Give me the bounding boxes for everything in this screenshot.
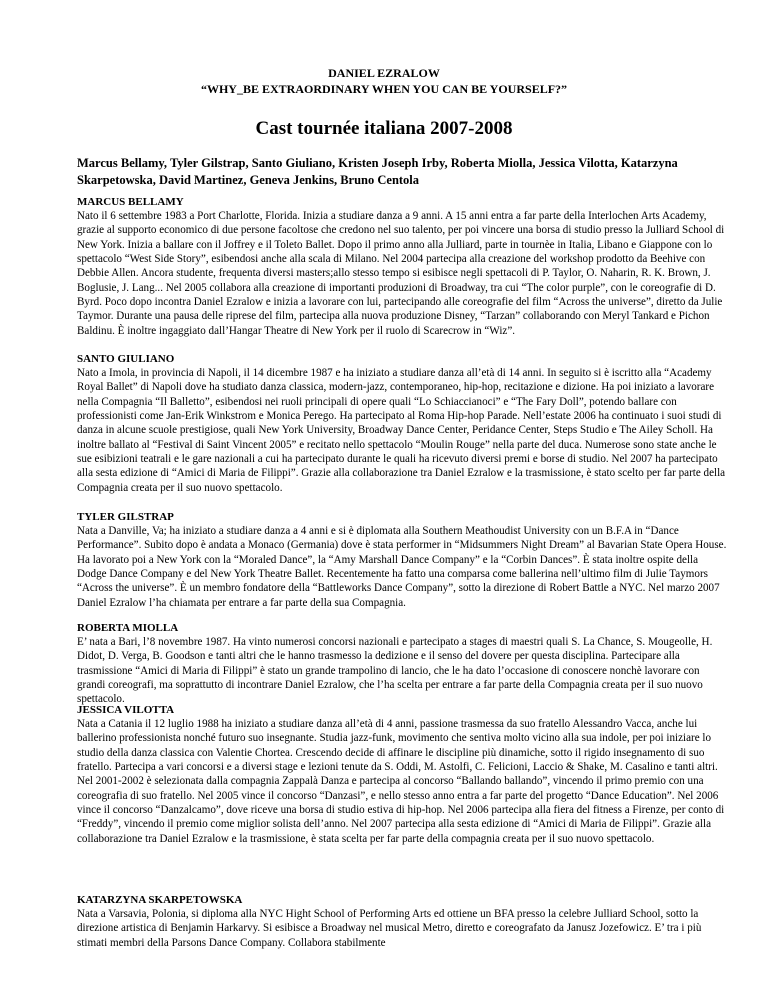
section-heading-jessica-vilotta: JESSICA VILOTTA	[77, 704, 175, 716]
section-body-jessica-vilotta: Nata a Catania il 12 luglio 1988 ha iniziato a studiare danza all’età di 4 anni, passione trasmessa da suo fratello Alessandro Vacca, anche lui ballerino professionista nonché futuro suo insegnante. Studia jazz-funk, movimento che sentiva molto vicino alla sua indole, per poi iniziare lo studio della danza classica con Valentie Chortea. Crescendo decide di affinare le discipline più dinamiche, sotto il rigido insegnamento di suo fratello. Partecipa a vari concorsi e a diversi stage e lezioni tenute da S. Oddi, M. Astolfi, C. Felicioni, Laccio & Shake, M. Casalino e tanti altri. Nel 2001-2002 è selezionata dalla compagnia Zappalà Danza e partecipa al concorso “Ballando ballando”, vincendo il primo premio con una coreografia di suo fratello. Nel 2005 vince il concorso “Danzasi”, e nello stesso anno entra a far parte del progetto “Dance Education”. Nel 2006 vince il concorso “Danzalcamo”, dove riceve una borsa di studio estiva di hip-hop. Nel 2006 partecipa alla fiera del fitness a Firenze, per conto di “Freddy”, vincendo il premio come miglior solista dell’anno. Nel 2007 partecipa alla sesta edizione di “Amici di Maria de Filippi”. Grazie alla collaborazione tra Daniel Ezralow e la trasmissione, è stata scelta per far parte della compagnia creata per il suo nuovo spettacolo.	[77, 718, 725, 845]
choreographer-name: DANIEL EZRALOW	[328, 66, 440, 80]
section-body-marcus-bellamy: Nato il 6 settembre 1983 a Port Charlotte, Florida. Inizia a studiare danza a 9 anni. A 15 anni entra a far parte della Interlochen Arts Academy, grazie al supporto economico di due persone facoltose che credono nel suo talento, per poi vincere una borsa di studio presso la Julliard School di New York. Inizia a ballare con il Joffrey e il Toleto Ballet. Dopo il primo anno alla Julliard, parte in tournèe in Italia, Libano e Giappone con lo spettacolo “West Side Story”, esibendosi anche alla scala di Milano. Nel 2004 partecipa alla creazione del workshop prodotto da Beehive con Debbie Allen. Ancora studente, frequenta diversi masters;allo stesso tempo si esibisce negli spettacoli di P. Taylor, O. Naharin, R. K. Brown, J. Boglusie, J. Lang... Nel 2005 collabora alla creazione di importanti produzioni di Broadway, tra cui “The color purple”, con le coreografie di D. Byrd. Poco dopo incontra Daniel Ezralow e inizia a lavorare con lui, partecipando alle coreografie del film “Across the universe”, diretto da Julie Taymor. Durante una pausa delle riprese del film, partecipa alla nuova produzione Disney, “Tarzan” collaborando con Meryl Tankard e Pichon Baldinu. È inoltre ingaggiato dall’Hangar Theatre di New York per il ruolo di Scarecrow in “Wiz”.	[77, 210, 725, 337]
section-heading-santo-giuliano: SANTO GIULIANO	[77, 353, 175, 365]
cast-list: Marcus Bellamy, Tyler Gilstrap, Santo Giuliano, Kristen Joseph Irby, Roberta Miolla, Jessica Vilotta, Katarzyna Skarpetowska, David Martinez, Geneva Jenkins, Bruno Centola	[77, 156, 678, 187]
section-body-roberta-miolla: E’ nata a Bari, l’8 novembre 1987. Ha vinto numerosi concorsi nazionali e partecipato a stages di maestri quali S. La Chance, S. Mougeolle, H. Didot, D. Verga, B. Goodson e tanti altri che le hanno trasmesso la dedizione e il senso del dovere per questa disciplina. Partecipare alla trasmissione “Amici di Maria di Filippi” è stato un grande trampolino di lancio, che le ha dato l’occasione di conoscere nonchè lavorare con grandi coreografi, ma soprattutto di incontrare Daniel Ezralow, che l’ha scelta per entrare a far parte della Compagnia creata per il suo nuovo spettacolo.	[77, 636, 713, 706]
section-body-katarzyna-skarpetowska: Nata a Varsavia, Polonia, si diploma alla NYC Hight School of Performing Arts ed ottiene un BFA presso la celebre Julliard School, sotto la direzione artistica di Benjamin Harkarvy. Si esibisce a Broadway nel musical Metro, diretto e coreografato da Janusz Jozefowicz. E’ tra i più stimati membri della Parsons Dance Company. Collabora stabilmente	[77, 908, 702, 949]
section-heading-tyler-gilstrap: TYLER GILSTRAP	[77, 511, 174, 523]
section-heading-katarzyna-skarpetowska: KATARZYNA SKARPETOWSKA	[77, 894, 243, 906]
section-body-tyler-gilstrap: Nata a Danville, Va; ha iniziato a studiare danza a 4 anni e si è diplomata alla Southern Meathoudist University con un B.F.A in “Dance Performance”. Subito dopo è andata a Monaco (Germania) dove è stata performer in “Midsummers Night Dream” al Bavarian State Opera House. Ha lavorato poi a New York con la “Moraled Dance”, la “Amy Marshall Dance Company” e la “Corbin Dances”. È stata inoltre ospite della Dodge Dance Company e del New York Theatre Ballet. Recentemente ha fatto una comparsa come ballerina nell’ultimo film di Julie Taymors “Across the universe”. È un membro fondatore della “Battleworks Dance Company”, sotto la direzione di Robert Battle a NYC. Nel marzo 2007 Daniel Ezralow l’ha chiamata per entrare a far parte della sua Compagnia.	[77, 525, 727, 609]
section-body-santo-giuliano: Nato a Imola, in provincia di Napoli, il 14 dicembre 1987 e ha iniziato a studiare danza all’età di 14 anni. In seguito si è iscritto alla “Academy Royal Ballet” di Napoli dove ha studiato danza classica, modern-jazz, contemporaneo, hip-hop, recitazione e dizione. Ha poi iniziato a lavorare nella Compagnia “Il Balletto”, esibendosi nei ruoli principali di opere quali “Lo Schiaccianoci” e “The Fary Doll”, potendo ballare con professionisti come Jan-Erik Winkstrom e Monica Perego. Ha partecipato al Roma Hip-hop Parade. Nell’estate 2006 ha continuato i suoi studi di danza in alcune scuole prestigiose, quali New York University, Broadway Dance Center, Peridance Center, Steps Studio e The Ailey Scholl. Ha inoltre ballato al “Festival di Saint Vincent 2005” e recitato nello spettacolo “Moulin Rouge” nella parte del duca. Numerose sono state anche le sue esibizioni teatrali e le gare nazionali a cui ha partecipato durante le quali ha ricevuto diversi premi e borse di studio. Nel 2007 ha partecipato alla sesta edizione di “Amici di Maria de Filippi”. Grazie alla collaborazione tra Daniel Ezralow e la trasmissione, è stato scelto per far parte della Compagnia creata per il suo nuovo spettacolo.	[77, 367, 726, 494]
show-title: “WHY_BE EXTRAORDINARY WHEN YOU CAN BE YOURSELF?”	[200, 82, 568, 96]
section-heading-roberta-miolla: ROBERTA MIOLLA	[77, 622, 179, 634]
section-heading-marcus-bellamy: MARCUS BELLAMY	[77, 196, 184, 208]
page-title: Cast tournée italiana 2007-2008	[255, 118, 513, 139]
